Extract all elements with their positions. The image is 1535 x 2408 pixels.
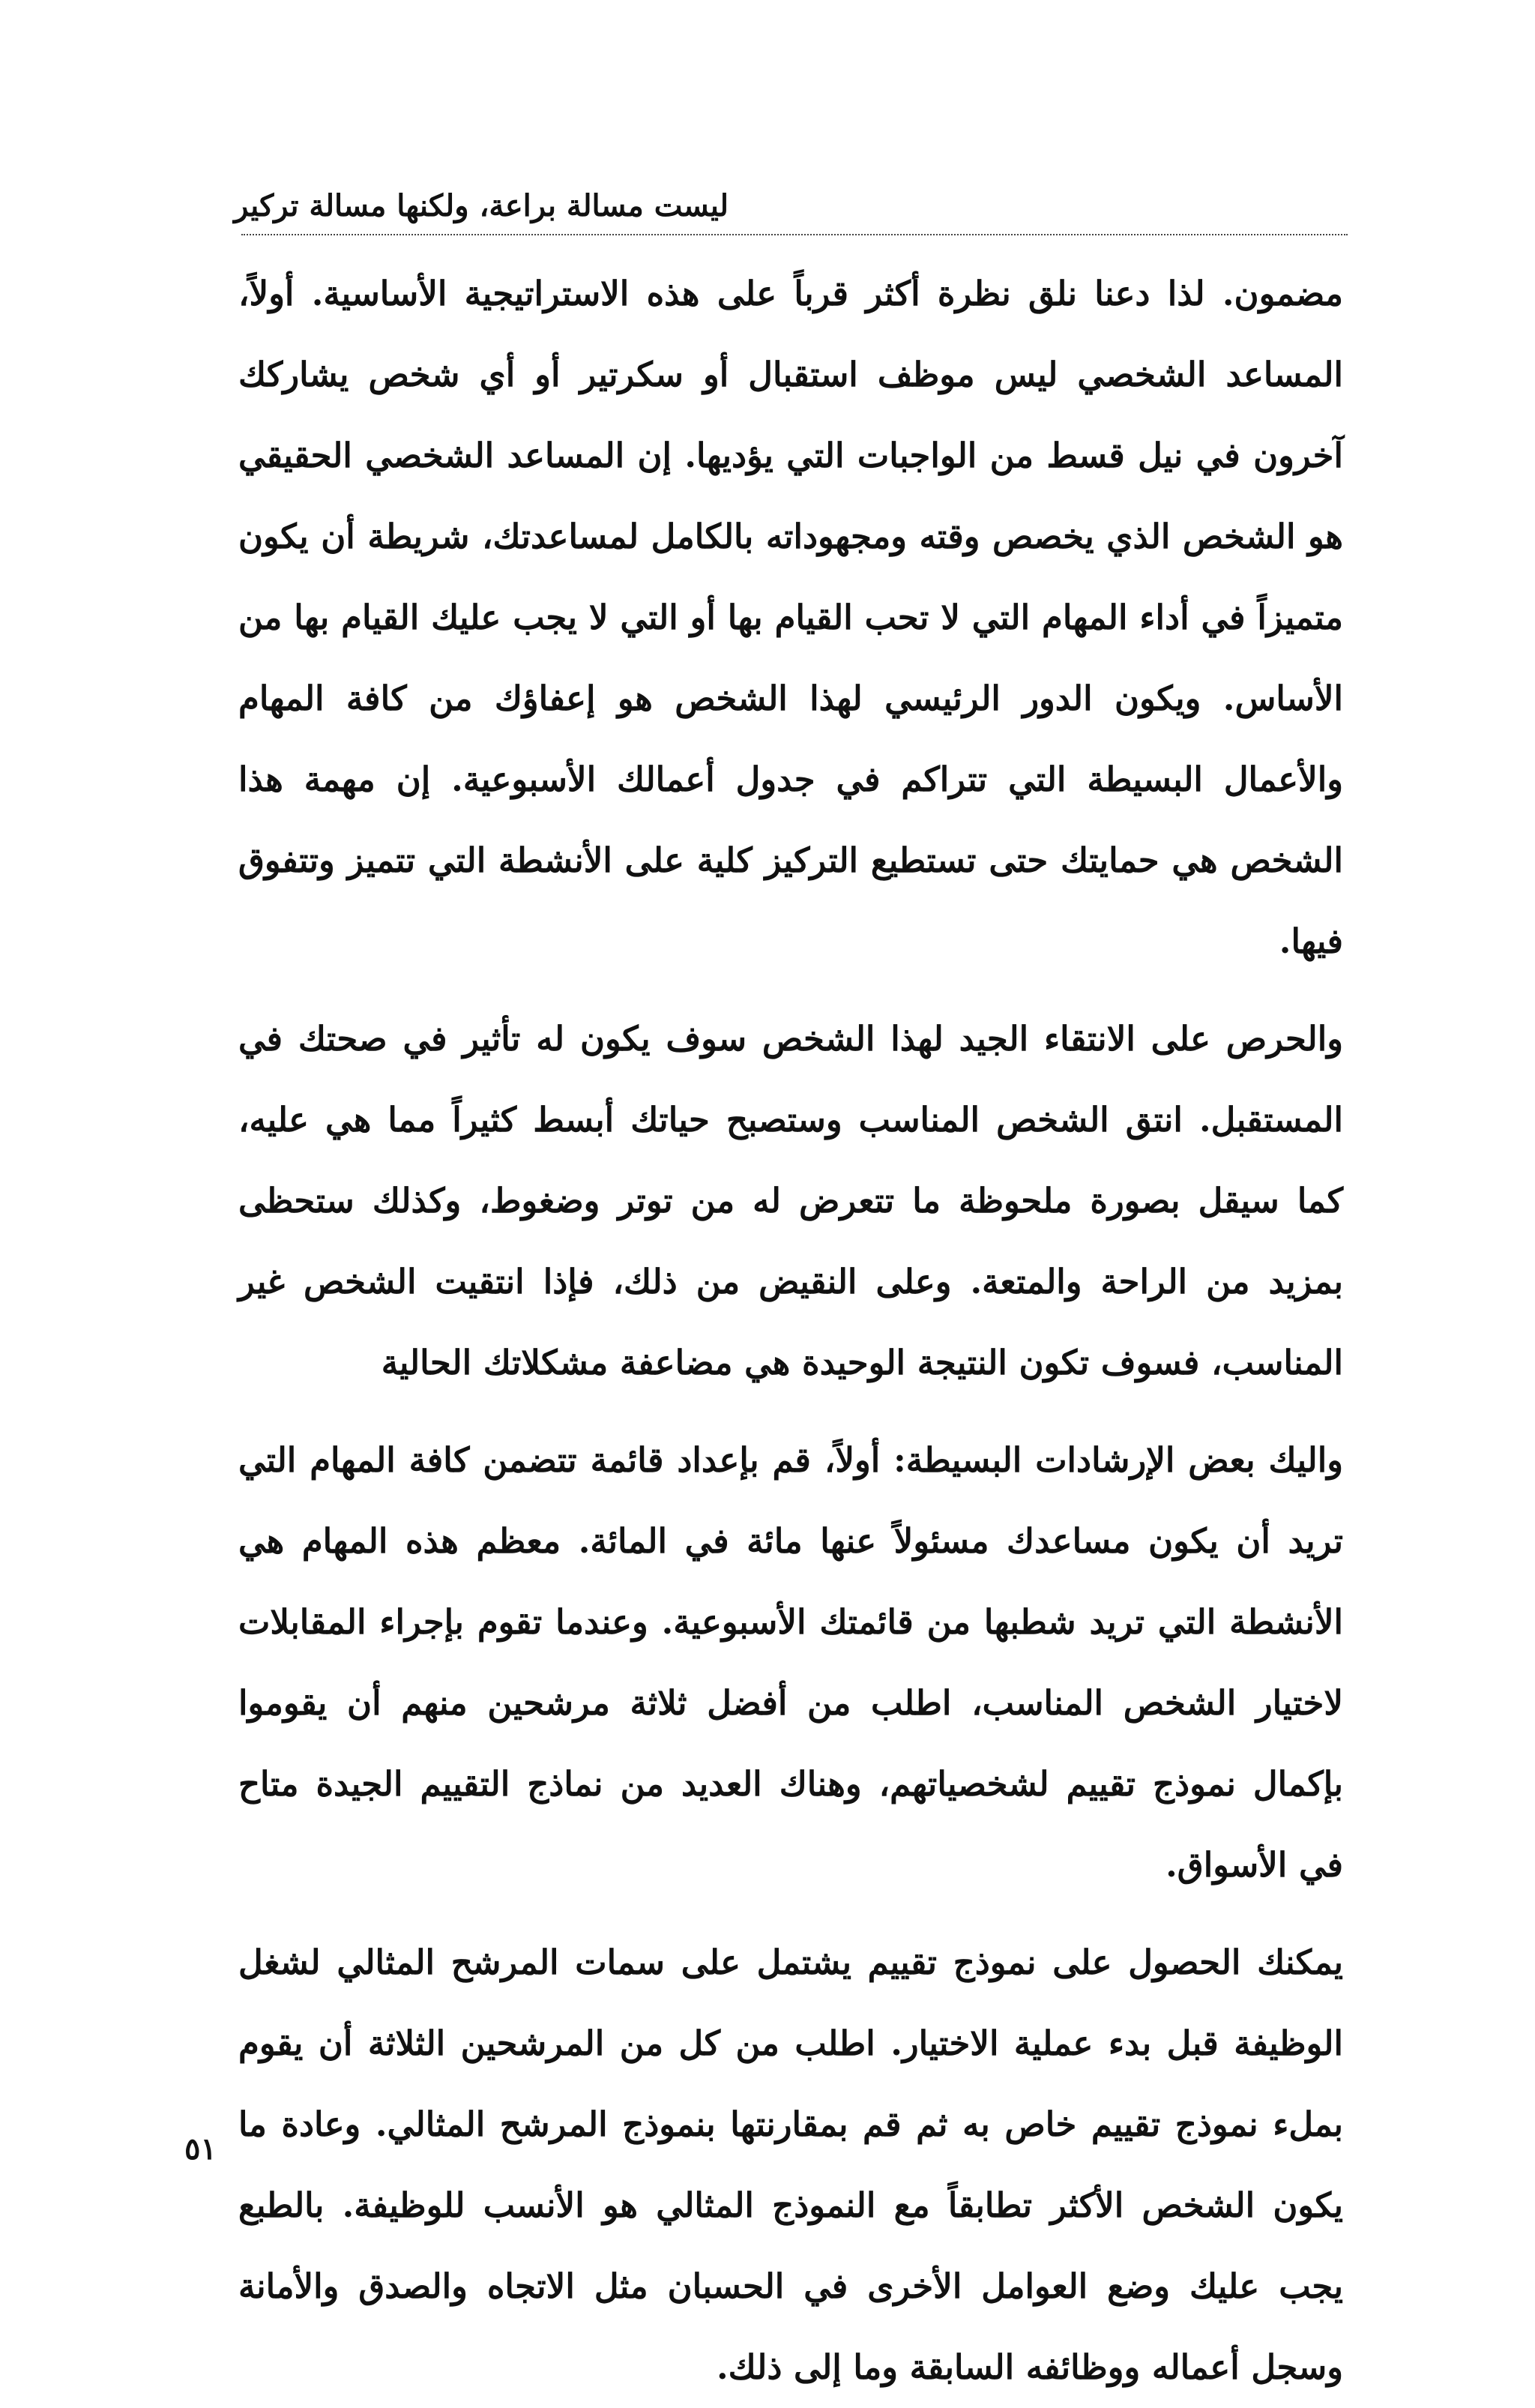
header-divider [241, 234, 1348, 235]
paragraph-4: يمكنك الحصول على نموذج تقييم يشتمل على سمات المرشح المثالي لشغل الوظيفة قبل بدء عملية الاختيار. اطلب من كل من المرشحين الثلاثة أن يقوم بملء نموذج تقييم خاص به ثم قم بمقارنتها بنموذج المرشح المثالي. وعادة ما يكون الشخص الأكثر تطابقاً مع النموذج المثالي هو الأنسب للوظيفة. بالطبع يجب عليك وضع العوامل الأخرى في الحسبان مثل الاتجاه والصدق والأمانة وسجل أعماله ووظائفه السابقة وما إلى ذلك. [238, 1942, 1343, 2387]
paragraph-2: والحرص على الانتقاء الجيد لهذا الشخص سوف يكون له تأثير في صحتك في المستقبل. انتق الشخص المناسب وستصبح حياتك أبسط كثيراً مما هي عليه، كما سيقل بصورة ملحوظة ما تتعرض له من توتر وضغوط، وكذلك ستحظى بمزيد من الراحة والمتعة. وعلى النقيض من ذلك، فإذا انتقيت الشخص غير المناسب، فسوف تكون النتيجة الوحيدة هي مضاعفة مشكلاتك الحالية [238, 1019, 1343, 1382]
body-text [238, 253, 1343, 2408]
paragraph-1: مضمون. لذا دعنا نلق نظرة أكثر قرباً على هذه الاستراتيجية الأساسية. أولاً، المساعد الشخصي ليس موظف استقبال أو سكرتير أو أي شخص يشاركك آخرون في نيل قسط من الواجبات التي يؤديها. إن المساعد الشخصي الحقيقي هو الشخص الذي يخصص وقته ومجهوداته بالكامل لمساعدتك، شريطة أن يكون متميزاً في أداء المهام التي لا تحب القيام بها أو التي لا يجب عليك القيام بها من الأساس. ويكون الدور الرئيسي لهذا الشخص هو إعفاؤك من كافة المهام والأعمال البسيطة التي تتراكم في جدول أعمالك الأسبوعية. إن مهمة هذا الشخص هي حمايتك حتى تستطيع التركيز كلية على الأنشطة التي تتميز وتتفوق فيها. [238, 274, 1344, 961]
page-number: ٥١ [184, 2131, 217, 2167]
paragraph-3: واليك بعض الإرشادات البسيطة: أولاً، قم بإعداد قائمة تتضمن كافة المهام التي تريد أن يكون مساعدك مسئولاً عنها مائة في المائة. معظم هذه المهام هي الأنشطة التي تريد شطبها من قائمتك الأسبوعية. وعندما تقوم بإجراء المقابلات لاختيار الشخص المناسب، اطلب من أفضل ثلاثة مرشحين منهم أن يقوموا بإكمال نموذج تقييم لشخصياتهم، وهناك العديد من نماذج التقييم الجيدة متاح في الأسواق. [238, 1440, 1343, 1885]
running-header: ليست مسالة براعة، ولكنها مسالة تركير [234, 188, 729, 223]
